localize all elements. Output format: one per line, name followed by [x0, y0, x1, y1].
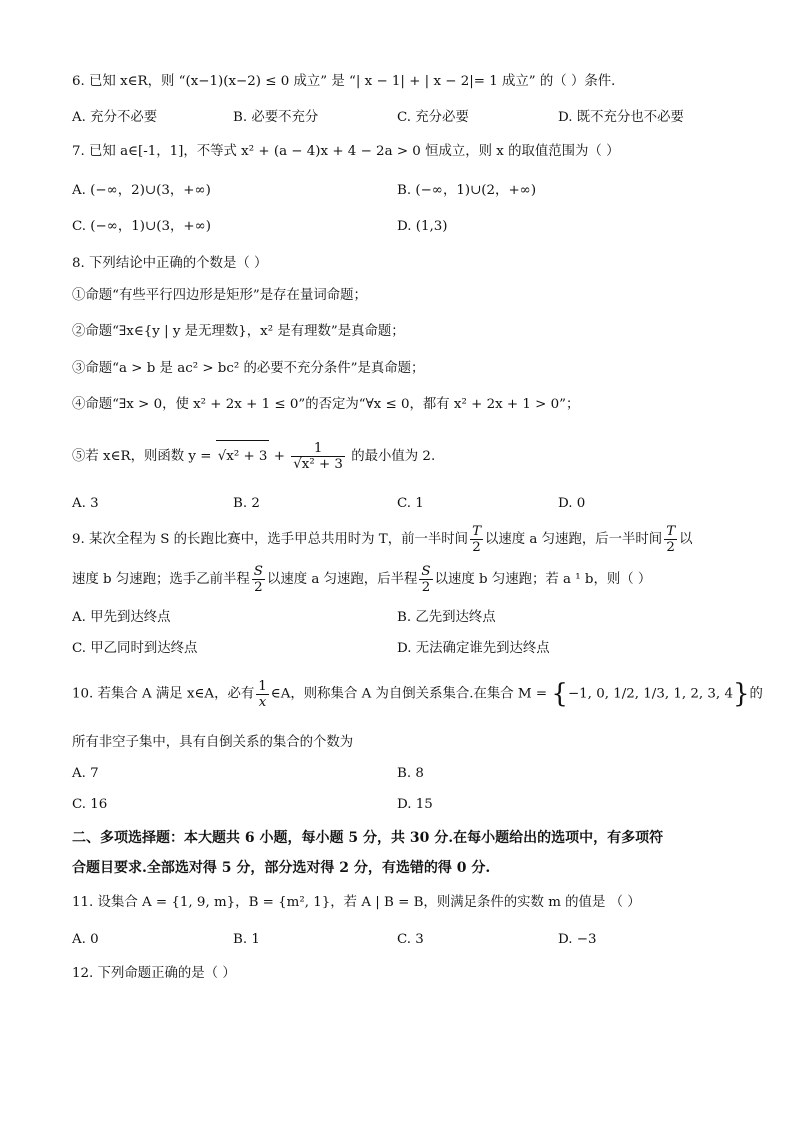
q9-line-1-part-b: 以速度 a 匀速跑，后一半时间: [485, 532, 663, 547]
q11-stem: 11. 设集合 A = {1, 9, m}，B = {m², 1}，若 A | B = B，则满足条件的实数 m 的值是 （ ）: [72, 895, 641, 910]
q11-option-a: A. 0: [72, 932, 99, 947]
q8-item-1: ①命题“有些平行四边形是矩形”是存在量词命题；: [72, 288, 367, 303]
q9-frac-t-1-den: 2: [472, 540, 481, 555]
q9-frac-s-2: [419, 564, 432, 595]
q9-line-1: [72, 522, 693, 558]
q11-option-c: C. 3: [397, 932, 424, 947]
q8-item-5-frac-num: 1: [291, 441, 345, 457]
q8-item-5-sqrt-body: x² + 3: [226, 449, 268, 464]
q9-option-c: C. 甲乙同时到达终点: [72, 641, 198, 656]
q9-line-1-part-c: 以: [679, 532, 693, 547]
q7-option-d: D. (1,3): [397, 219, 448, 234]
q11-option-d: D. −3: [558, 932, 597, 947]
section-2-heading-line-1: 二、多项选择题：本大题共 6 小题，每小题 5 分，共 30 分.在每小题给出的选项中，有多项符: [72, 830, 664, 846]
q9-frac-t-1: [470, 524, 483, 555]
q6-option-b: B. 必要不充分: [233, 110, 319, 125]
q9-frac-t-2: [664, 524, 677, 555]
q9-frac-t-1-num: T: [472, 524, 481, 539]
q10-line-1-part-c: 的: [749, 686, 763, 702]
q10-option-a: A. 7: [72, 766, 99, 781]
q10-frac-num: 1: [258, 678, 267, 694]
q9-frac-t-2-num: T: [666, 524, 676, 539]
q8-item-4: ④命题“∃x > 0，使 x² + 2x + 1 ≤ 0”的否定为“∀x ≤ 0，都有 x² + 2x + 1 > 0”；: [72, 397, 580, 412]
q8-item-5-frac-den: √x² + 3: [293, 457, 343, 472]
q9-line-1-part-a: 9. 某次全程为 S 的长跑比赛中，选手甲总共用时为 T，前一半时间: [72, 532, 469, 547]
q7-option-a: A. (−∞，2)∪(3，+∞): [72, 183, 211, 198]
q9-frac-s-1-num: S: [253, 564, 263, 579]
q11-option-b: B. 1: [233, 932, 260, 947]
q10-frac-den: x: [258, 694, 267, 710]
q6-option-c: C. 充分必要: [397, 110, 469, 125]
q9-line-2-part-c: 以速度 b 匀速跑；若 a ¹ b，则（ ）: [434, 572, 652, 587]
q8-item-5-fraction: [291, 441, 345, 472]
q9-line-2-part-a: 速度 b 匀速跑；选手乙前半程: [72, 572, 250, 587]
q6-stem: 6. 已知 x∈R，则 “(x−1)(x−2) ≤ 0 成立” 是 “| x − 1| + | x − 2|= 1 成立” 的（ ）条件．: [72, 74, 625, 89]
q8-item-5-suffix: 的最小值为 2.: [351, 449, 436, 464]
q9-frac-s-1: [252, 564, 265, 595]
q6-option-a: A. 充分不必要: [72, 110, 158, 125]
q7-stem: 7. 已知 a∈[-1，1]，不等式 x² + (a − 4)x + 4 − 2a > 0 恒成立，则 x 的取值范围为（ ）: [72, 144, 620, 159]
set-close-brace: }: [732, 679, 750, 709]
q8-item-3: ③命题“a > b 是 ac² > bc² 的必要不充分条件”是真命题；: [72, 361, 425, 376]
set-open-brace: {: [551, 679, 568, 709]
q9-frac-s-2-num: S: [421, 564, 431, 579]
q12-stem: 12. 下列命题正确的是（ ）: [72, 966, 236, 981]
q10-option-b: B. 8: [397, 766, 424, 781]
q10-line-1: [72, 674, 763, 715]
q8-option-a: A. 3: [72, 496, 99, 511]
q8-option-b: B. 2: [233, 496, 260, 511]
q8-item-5-frac-den-body: x² + 3: [301, 457, 343, 472]
q9-frac-s-1-den: 2: [254, 580, 263, 595]
q9-line-2: [72, 562, 651, 598]
section-2-heading-line-2: 合题目要求.全部选对得 5 分，部分选对得 2 分，有选错的得 0 分.: [72, 860, 491, 876]
q8-item-5-prefix: ⑤若 x∈R，则函数 y =: [72, 449, 212, 464]
q10-option-d: D. 15: [397, 797, 433, 812]
q10-line-1-part-a: 10. 若集合 A 满足 x∈A，必有: [72, 686, 255, 702]
q8-item-5-plus: +: [273, 449, 285, 464]
q9-option-a: A. 甲先到达终点: [72, 610, 171, 625]
q9-frac-s-2-den: 2: [421, 580, 431, 595]
q7-option-b: B. (−∞，1)∪(2，+∞): [397, 183, 537, 198]
q10-set-elements: −1, 0, 1/2, 1/3, 1, 2, 3, 4: [567, 686, 733, 702]
q9-frac-t-2-den: 2: [666, 540, 675, 555]
q10-line-2: 所有非空子集中，具有自倒关系的集合的个数为: [72, 735, 354, 750]
q10-option-c: C. 16: [72, 797, 108, 812]
q8-stem: 8. 下列结论中正确的个数是（ ）: [72, 256, 268, 271]
q8-item-2: ②命题“∃x∈{y | y 是无理数}，x² 是有理数”是真命题；: [72, 324, 405, 339]
q9-option-d: D. 无法确定谁先到达终点: [397, 641, 550, 656]
q8-item-5-sqrt: √x² + 3: [216, 440, 270, 473]
q7-option-c: C. (−∞，1)∪(3，+∞): [72, 219, 211, 234]
q8-option-d: D. 0: [558, 496, 586, 511]
q6-option-d: D. 既不充分也不必要: [558, 110, 684, 125]
q8-option-c: C. 1: [397, 496, 424, 511]
q9-option-b: B. 乙先到达终点: [397, 610, 496, 625]
q10-line-1-part-b: ∈A，则称集合 A 为自倒关系集合.在集合 M =: [270, 686, 548, 702]
q8-item-5: [72, 440, 435, 473]
q9-line-2-part-b: 以速度 a 匀速跑，后半程: [266, 572, 418, 587]
q10-frac: [256, 679, 269, 710]
